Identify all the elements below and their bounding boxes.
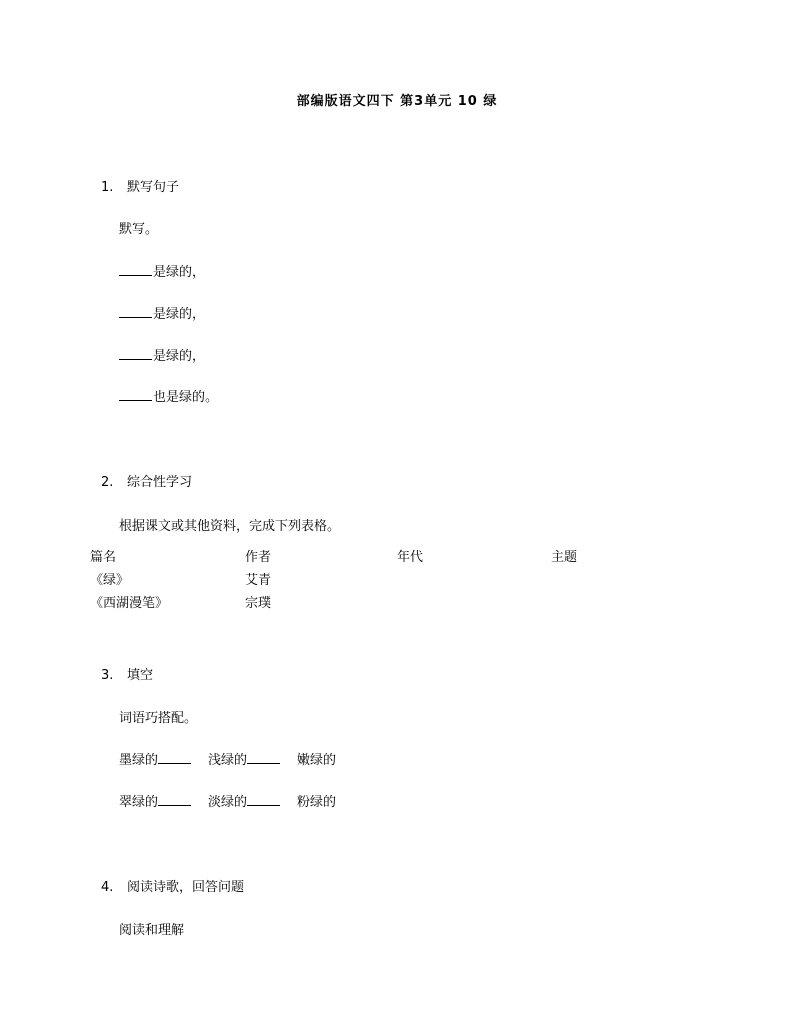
table-cell: 艾青 bbox=[245, 573, 272, 588]
answer-blank[interactable] bbox=[119, 349, 152, 360]
answer-blank[interactable] bbox=[119, 265, 152, 276]
section-3-instruction: 词语巧搭配。 bbox=[119, 711, 198, 726]
dictation-line-3: 是绿的， bbox=[119, 345, 205, 364]
section-3-title: 填空 bbox=[127, 668, 154, 683]
table-header: 主题 bbox=[551, 550, 578, 565]
section-1-instruction: 默写。 bbox=[119, 222, 159, 237]
answer-blank[interactable] bbox=[119, 307, 152, 318]
section-4-number: 4. bbox=[101, 880, 114, 895]
table-header: 作者 bbox=[245, 550, 272, 565]
answer-blank[interactable] bbox=[119, 390, 152, 401]
section-2-instruction: 根据课文或其他资料，完成下列表格。 bbox=[119, 519, 341, 534]
table-cell: 《西湖漫笔》 bbox=[90, 596, 169, 611]
word-match-row-2: 翠绿的 淡绿的 粉绿的 bbox=[119, 795, 337, 810]
table-cell: 《绿》 bbox=[90, 573, 130, 588]
section-4-instruction: 阅读和理解 bbox=[119, 923, 185, 938]
answer-blank[interactable] bbox=[158, 753, 191, 764]
answer-blank[interactable] bbox=[247, 795, 280, 806]
dictation-line-1: 是绿的， bbox=[119, 261, 205, 280]
answer-blank[interactable] bbox=[247, 753, 280, 764]
section-2-number: 2. bbox=[101, 475, 114, 490]
word-match-row-1: 墨绿的 浅绿的 嫩绿的 bbox=[119, 753, 337, 768]
dictation-line-2: 是绿的， bbox=[119, 303, 205, 322]
section-4-title: 阅读诗歌，回答问题 bbox=[127, 880, 245, 895]
table-header: 篇名 bbox=[90, 550, 117, 565]
table-cell: 宗璞 bbox=[245, 596, 272, 611]
dictation-line-4: 也是绿的。 bbox=[119, 386, 218, 405]
section-4-heading bbox=[101, 876, 244, 895]
section-1-heading bbox=[101, 176, 179, 195]
section-2-heading bbox=[101, 471, 192, 490]
answer-blank[interactable] bbox=[158, 795, 191, 806]
section-3-number: 3. bbox=[101, 668, 114, 683]
section-3-heading bbox=[101, 664, 153, 683]
section-1-title: 默写句子 bbox=[127, 180, 180, 195]
page-title: 部编版语文四下 第3单元 10 绿 bbox=[296, 94, 498, 109]
section-1-number: 1. bbox=[101, 180, 114, 195]
table-header: 年代 bbox=[397, 550, 424, 565]
section-2-title: 综合性学习 bbox=[127, 475, 193, 490]
